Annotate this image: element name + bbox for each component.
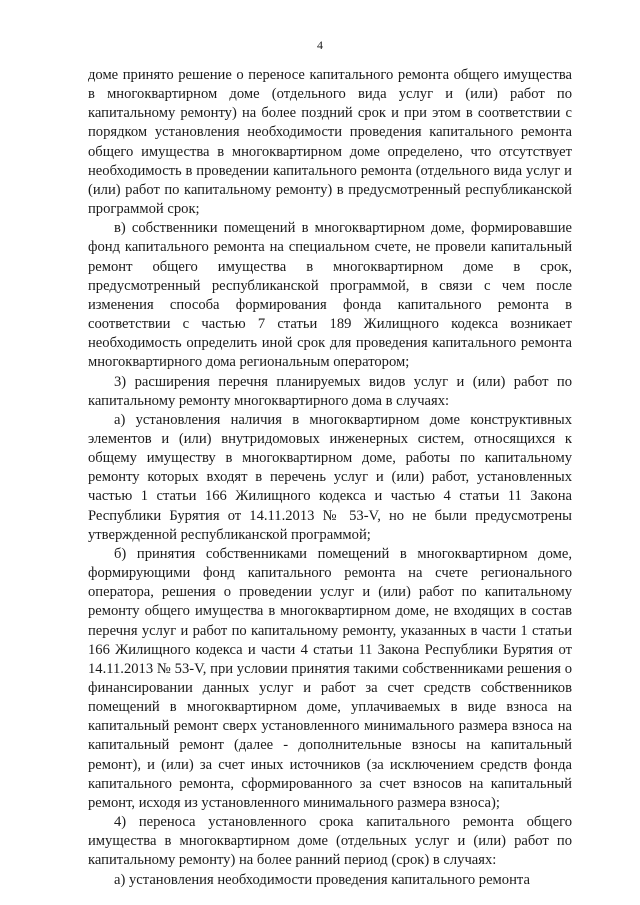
document-body	[88, 66, 572, 890]
paragraph-item-3a: а) установления наличия в многоквартирном доме конструктивных элементов и (или) внутридомовых инженерных систем, относящихся к общему имуществу в многоквартирном доме, работы по капитальному ремонту которых входят в перечень услуг и (или) работ, установленных частью 1 статьи 166 Жилищного кодекса и частью 4 статьи 11 Закона Республики Бурятия от 14.11.2013 № 53-V, но не были предусмотрены утвержденной республиканской программой;	[88, 411, 572, 543]
paragraph-item-v: в) собственники помещений в многоквартирном доме, формировавшие фонд капитального ремонта на специальном счете, не провели капитальный ремонт общего имущества в многоквартирном доме в срок, предусмотренный республиканской программой, в связи с чем после изменения способа формирования фонда капитального ремонта в соответствии с частью 7 статьи 189 Жилищного кодекса возникает необходимость определить иной срок для проведения капитального ремонта многоквартирного дома региональным оператором;	[88, 220, 572, 371]
paragraph-item-4a: а) установления необходимости проведения капитального ремонта	[114, 871, 530, 888]
paragraph-item-4: 4) переноса установленного срока капитального ремонта общего имущества в многоквартирном доме (отдельных услуг и (или) работ по капитальному ремонту) на более ранний период (срок) в случаях:	[88, 814, 572, 869]
paragraph-item-3: 3) расширения перечня планируемых видов услуг и (или) работ по капитальному ремонту многоквартирного дома в случаях:	[88, 373, 572, 409]
page-number: 4	[317, 38, 323, 52]
paragraph-item-3b: б) принятия собственниками помещений в многоквартирном доме, формирующими фонд капитального ремонта на счете регионального оператора, решения о проведении услуг и (или) работ по капитальному ремонту общего имущества в многоквартирном доме, не входящих в состав перечня услуг и работ по капитальному ремонту, указанных в части 1 статьи 166 Жилищного кодекса и части 4 статьи 11 Закона Республики Бурятия от 14.11.2013 № 53-V, при условии принятия такими собственниками решения о финансировании данных услуг и работ за счет средств собственников помещений в многоквартирном доме, уплачиваемых в виде взноса на капитальный ремонт сверх установленного минимального размера взноса на капитальный ремонт (далее - дополнительные взносы на капитальный ремонт), и (или) за счет иных источников (за исключением средств фонда капитального ремонта, сформированного за счет взносов на капитальный ремонт, исходя из установленного минимального размера взноса);	[88, 545, 572, 811]
paragraph-continuation: доме принято решение о переносе капитального ремонта общего имущества в многоквартирном доме (отдельного вида услуг и (или) работ по капитальному ремонту) на более поздний срок и при этом в соответствии с порядком установления необходимости проведения капитального ремонта общего имущества в многоквартирном доме определено, что отсутствует необходимость в проведении капитального ремонта (отдельного вида услуг и (или) работ по капитальному ремонту) в предусмотренный республиканской программой срок;	[88, 67, 572, 218]
